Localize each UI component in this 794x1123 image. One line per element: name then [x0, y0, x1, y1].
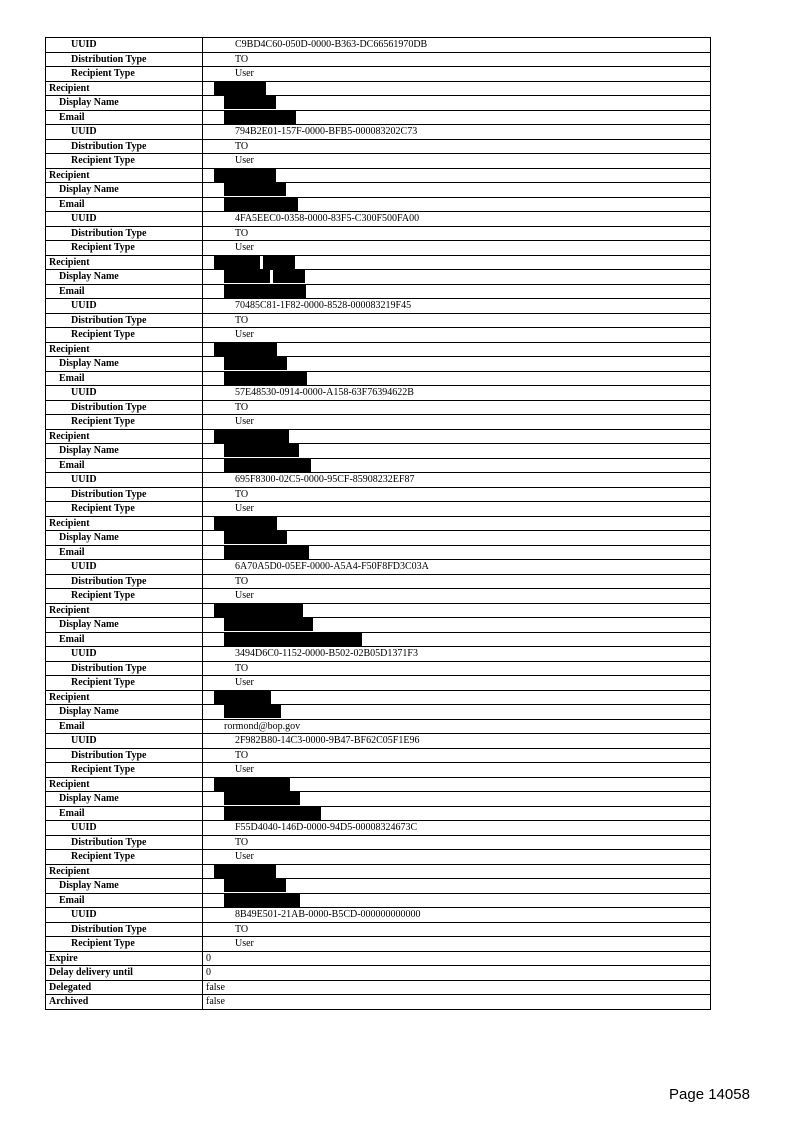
redaction-box [224, 633, 362, 646]
redaction-box [224, 807, 321, 820]
field-value-recipient-type: User [203, 937, 711, 952]
table-row [46, 270, 711, 285]
table-row [46, 574, 711, 589]
table-row [46, 415, 711, 430]
redaction-box [214, 865, 276, 878]
field-label-email: Email [46, 371, 203, 386]
table-row [46, 81, 711, 96]
table-row [46, 313, 711, 328]
field-value-recipient [203, 516, 711, 531]
table-row [46, 516, 711, 531]
field-label-display-name: Display Name [46, 444, 203, 459]
field-value-display-name [203, 357, 711, 372]
field-value-distribution-type: TO [203, 748, 711, 763]
field-label-recipient: Recipient [46, 255, 203, 270]
table-row [46, 908, 711, 923]
field-label-recipient: Recipient [46, 429, 203, 444]
field-label-distribution-type: Distribution Type [46, 313, 203, 328]
redaction-box [214, 778, 290, 791]
redaction-box [214, 604, 303, 617]
field-value-uuid: 794B2E01-157F-0000-BFB5-000083202C73 [203, 125, 711, 140]
field-value-display-name [203, 618, 711, 633]
table-row [46, 690, 711, 705]
field-value-recipient-type: User [203, 67, 711, 82]
field-label-display-name: Display Name [46, 879, 203, 894]
redaction-box [224, 546, 309, 559]
field-value-distribution-type: TO [203, 52, 711, 67]
field-label-recipient-type: Recipient Type [46, 415, 203, 430]
table-row [46, 922, 711, 937]
properties-table [45, 37, 711, 1010]
field-label-recipient-type: Recipient Type [46, 850, 203, 865]
field-value-distribution-type: TO [203, 313, 711, 328]
field-label-email: Email [46, 110, 203, 125]
table-row [46, 618, 711, 633]
field-label-display-name: Display Name [46, 792, 203, 807]
field-value-recipient-type: User [203, 502, 711, 517]
field-label-recipient-type: Recipient Type [46, 502, 203, 517]
table-row [46, 777, 711, 792]
table-row [46, 96, 711, 111]
table-row [46, 937, 711, 952]
field-label-display-name: Display Name [46, 531, 203, 546]
table-row [46, 139, 711, 154]
field-label-expire: Expire [46, 951, 203, 966]
field-label-distribution-type: Distribution Type [46, 52, 203, 67]
table-row [46, 168, 711, 183]
field-label-email: Email [46, 806, 203, 821]
table-row [46, 38, 711, 53]
field-value-display-name [203, 531, 711, 546]
field-value-distribution-type: TO [203, 139, 711, 154]
field-value-distribution-type: TO [203, 487, 711, 502]
field-value-uuid: 695F8300-02C5-0000-95CF-85908232EF87 [203, 473, 711, 488]
field-label-recipient: Recipient [46, 342, 203, 357]
field-value-display-name [203, 705, 711, 720]
field-value-uuid: 6A70A5D0-05EF-0000-A5A4-F50F8FD3C03A [203, 560, 711, 575]
field-value-recipient-type: User [203, 850, 711, 865]
table-row [46, 458, 711, 473]
field-label-uuid: UUID [46, 299, 203, 314]
field-label-email: Email [46, 197, 203, 212]
table-row [46, 400, 711, 415]
table-row [46, 67, 711, 82]
field-label-uuid: UUID [46, 473, 203, 488]
field-value-email [203, 806, 711, 821]
field-label-recipient: Recipient [46, 864, 203, 879]
field-label-recipient-type: Recipient Type [46, 67, 203, 82]
field-label-email: Email [46, 893, 203, 908]
field-value-recipient [203, 168, 711, 183]
table-row [46, 951, 711, 966]
field-value-distribution-type: TO [203, 574, 711, 589]
field-value-uuid: 3494D6C0-1152-0000-B502-02B05D1371F3 [203, 647, 711, 662]
table-row [46, 995, 711, 1010]
table-row [46, 560, 711, 575]
redaction-box [224, 618, 313, 631]
field-label-delay-delivery-until: Delay delivery until [46, 966, 203, 981]
field-label-display-name: Display Name [46, 270, 203, 285]
table-row [46, 52, 711, 67]
redaction-box [214, 430, 289, 443]
table-row [46, 255, 711, 270]
table-row [46, 893, 711, 908]
table-row [46, 226, 711, 241]
table-row [46, 110, 711, 125]
table-row [46, 545, 711, 560]
field-label-uuid: UUID [46, 734, 203, 749]
field-value-display-name [203, 879, 711, 894]
field-value-recipient [203, 690, 711, 705]
redaction-box [214, 169, 276, 182]
field-value-display-name [203, 96, 711, 111]
field-value-recipient [203, 255, 711, 270]
field-value-uuid: 2F982B80-14C3-0000-9B47-BF62C05F1E96 [203, 734, 711, 749]
field-label-distribution-type: Distribution Type [46, 574, 203, 589]
field-value-email [203, 893, 711, 908]
field-value-distribution-type: TO [203, 661, 711, 676]
field-label-recipient-type: Recipient Type [46, 589, 203, 604]
table-row [46, 676, 711, 691]
table-row [46, 748, 711, 763]
field-value-recipient-type: User [203, 763, 711, 778]
table-row [46, 473, 711, 488]
field-label-recipient: Recipient [46, 603, 203, 618]
table-row [46, 661, 711, 676]
field-value-email [203, 284, 711, 299]
table-row [46, 792, 711, 807]
field-label-email: Email [46, 458, 203, 473]
field-label-recipient-type: Recipient Type [46, 676, 203, 691]
field-label-recipient: Recipient [46, 516, 203, 531]
field-value-expire: 0 [203, 951, 711, 966]
table-row [46, 734, 711, 749]
field-label-archived: Archived [46, 995, 203, 1010]
field-value-email [203, 632, 711, 647]
field-value-recipient-type: User [203, 415, 711, 430]
field-value-uuid: 57E48530-0914-0000-A158-63F76394622B [203, 386, 711, 401]
field-label-email: Email [46, 284, 203, 299]
field-value-email [203, 110, 711, 125]
redaction-box [224, 879, 286, 892]
redaction-box [224, 531, 287, 544]
redaction-box [224, 270, 270, 283]
redaction-box [224, 198, 298, 211]
field-label-recipient: Recipient [46, 168, 203, 183]
table-row [46, 444, 711, 459]
field-label-display-name: Display Name [46, 96, 203, 111]
field-label-recipient-type: Recipient Type [46, 154, 203, 169]
field-value-uuid: 70485C81-1F82-0000-8528-000083219F45 [203, 299, 711, 314]
field-value-recipient [203, 603, 711, 618]
field-label-uuid: UUID [46, 125, 203, 140]
page-number: Page 14058 [669, 1086, 750, 1103]
field-label-recipient-type: Recipient Type [46, 937, 203, 952]
field-label-uuid: UUID [46, 821, 203, 836]
field-value-distribution-type: TO [203, 400, 711, 415]
redaction-box [224, 96, 276, 109]
table-row [46, 821, 711, 836]
redaction-box [224, 444, 299, 457]
field-label-display-name: Display Name [46, 705, 203, 720]
field-label-distribution-type: Distribution Type [46, 139, 203, 154]
redaction-box [214, 82, 266, 95]
field-label-distribution-type: Distribution Type [46, 400, 203, 415]
field-label-recipient: Recipient [46, 81, 203, 96]
table-row [46, 125, 711, 140]
field-value-uuid: 8B49E501-21AB-0000-B5CD-000000000000 [203, 908, 711, 923]
field-value-email [203, 545, 711, 560]
redaction-box [224, 705, 281, 718]
table-row [46, 531, 711, 546]
redaction-box [273, 270, 305, 283]
redaction-box [214, 691, 271, 704]
table-row [46, 154, 711, 169]
field-value-delegated: false [203, 980, 711, 995]
table-row [46, 183, 711, 198]
field-label-distribution-type: Distribution Type [46, 835, 203, 850]
table-row [46, 980, 711, 995]
field-label-uuid: UUID [46, 386, 203, 401]
field-label-email: Email [46, 545, 203, 560]
field-value-recipient [203, 864, 711, 879]
table-row [46, 647, 711, 662]
field-value-recipient-type: User [203, 589, 711, 604]
field-value-email [203, 458, 711, 473]
redaction-box [214, 256, 260, 269]
field-value-delay-delivery-until: 0 [203, 966, 711, 981]
table-row [46, 632, 711, 647]
field-value-recipient-type: User [203, 154, 711, 169]
field-label-recipient-type: Recipient Type [46, 763, 203, 778]
field-label-distribution-type: Distribution Type [46, 748, 203, 763]
field-value-uuid: C9BD4C60-050D-0000-B363-DC66561970DB [203, 38, 711, 53]
field-label-distribution-type: Distribution Type [46, 487, 203, 502]
properties-table-body [46, 38, 711, 1010]
table-row [46, 284, 711, 299]
field-label-display-name: Display Name [46, 357, 203, 372]
field-value-uuid: F55D4040-146D-0000-94D5-00008324673C [203, 821, 711, 836]
redaction-box [224, 285, 306, 298]
table-row [46, 589, 711, 604]
field-value-display-name [203, 183, 711, 198]
field-label-email: Email [46, 719, 203, 734]
field-label-recipient-type: Recipient Type [46, 241, 203, 256]
table-row [46, 705, 711, 720]
field-label-recipient: Recipient [46, 690, 203, 705]
field-value-distribution-type: TO [203, 226, 711, 241]
field-label-distribution-type: Distribution Type [46, 922, 203, 937]
table-row [46, 763, 711, 778]
field-label-uuid: UUID [46, 647, 203, 662]
table-row [46, 719, 711, 734]
table-row [46, 603, 711, 618]
field-label-delegated: Delegated [46, 980, 203, 995]
field-value-recipient [203, 429, 711, 444]
field-label-email: Email [46, 632, 203, 647]
field-label-display-name: Display Name [46, 618, 203, 633]
field-value-display-name [203, 444, 711, 459]
table-row [46, 197, 711, 212]
redaction-box [224, 894, 300, 907]
table-row [46, 835, 711, 850]
field-value-email: rormond@bop.gov [203, 719, 711, 734]
redaction-box [263, 256, 295, 269]
table-row [46, 850, 711, 865]
field-value-email [203, 371, 711, 386]
field-value-distribution-type: TO [203, 922, 711, 937]
field-value-display-name [203, 270, 711, 285]
field-label-uuid: UUID [46, 212, 203, 227]
table-row [46, 487, 711, 502]
field-value-archived: false [203, 995, 711, 1010]
redaction-box [224, 792, 300, 805]
field-value-recipient-type: User [203, 676, 711, 691]
table-row [46, 864, 711, 879]
redaction-box [224, 357, 287, 370]
field-value-recipient [203, 777, 711, 792]
redaction-box [224, 372, 307, 385]
field-value-distribution-type: TO [203, 835, 711, 850]
table-row [46, 299, 711, 314]
table-row [46, 371, 711, 386]
field-label-distribution-type: Distribution Type [46, 661, 203, 676]
field-label-recipient-type: Recipient Type [46, 328, 203, 343]
table-row [46, 879, 711, 894]
table-row [46, 386, 711, 401]
redaction-box [224, 459, 311, 472]
redaction-box [224, 111, 296, 124]
field-value-display-name [203, 792, 711, 807]
table-row [46, 502, 711, 517]
table-row [46, 966, 711, 981]
field-value-email [203, 197, 711, 212]
field-value-recipient [203, 81, 711, 96]
table-row [46, 241, 711, 256]
field-value-recipient-type: User [203, 241, 711, 256]
field-label-uuid: UUID [46, 560, 203, 575]
field-label-uuid: UUID [46, 908, 203, 923]
redaction-box [214, 343, 277, 356]
field-label-distribution-type: Distribution Type [46, 226, 203, 241]
field-label-recipient: Recipient [46, 777, 203, 792]
table-row [46, 342, 711, 357]
field-label-uuid: UUID [46, 38, 203, 53]
redaction-box [214, 517, 277, 530]
field-label-display-name: Display Name [46, 183, 203, 198]
table-row [46, 357, 711, 372]
table-row [46, 212, 711, 227]
table-row [46, 328, 711, 343]
redaction-box [224, 183, 286, 196]
field-value-recipient [203, 342, 711, 357]
field-value-uuid: 4FA5EEC0-0358-0000-83F5-C300F500FA00 [203, 212, 711, 227]
table-row [46, 429, 711, 444]
field-value-recipient-type: User [203, 328, 711, 343]
table-row [46, 806, 711, 821]
